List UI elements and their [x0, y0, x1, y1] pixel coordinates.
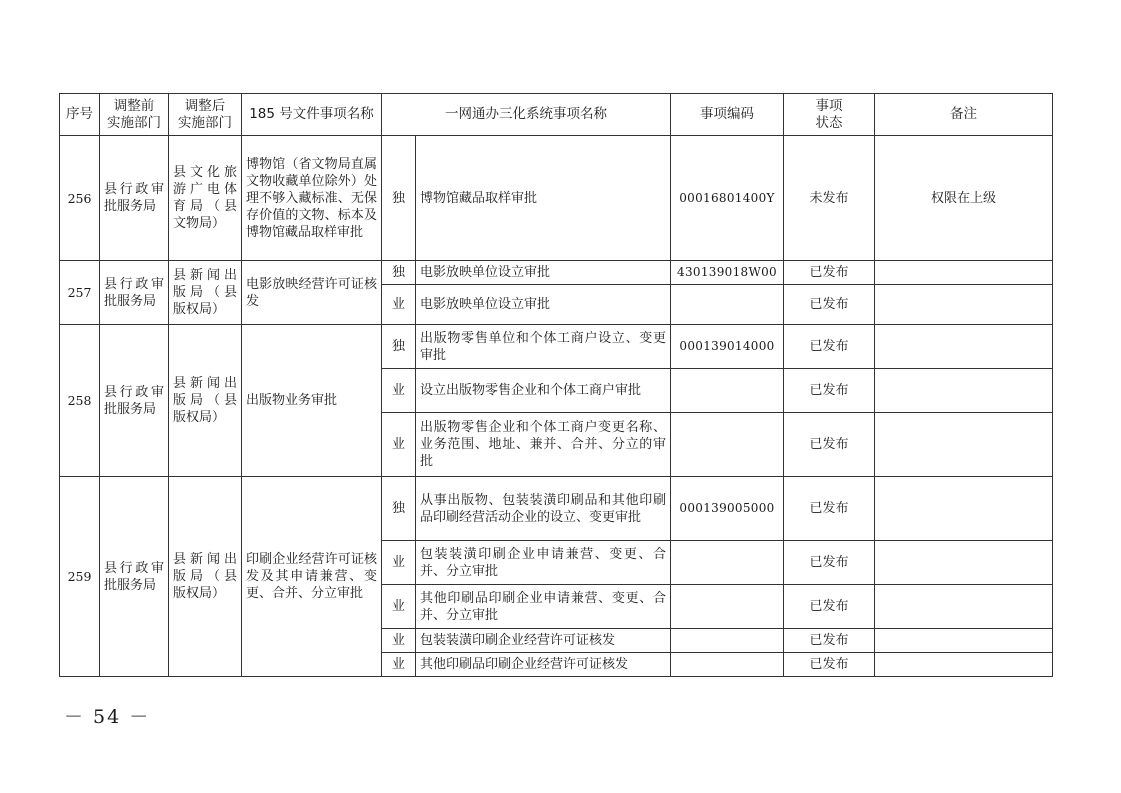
header-seq: 序号 — [60, 94, 100, 136]
row-item-name: 其他印刷品印刷企业经营许可证核发 — [416, 653, 671, 677]
row-item-code: 430139018W00 — [671, 261, 784, 285]
row-item-status: 已发布 — [784, 541, 875, 585]
row-item-type: 业 — [382, 413, 416, 477]
row-item-code: 000139014000 — [671, 325, 784, 369]
row-item-name: 出版物零售企业和个体工商户变更名称、业务范围、地址、兼并、合并、分立的审批 — [416, 413, 671, 477]
row-seq: 259 — [60, 477, 100, 677]
items-table — [59, 93, 1053, 677]
row-doc185-name: 出版物业务审批 — [242, 325, 382, 477]
row-item-name: 电影放映单位设立审批 — [416, 285, 671, 325]
row-item-type: 业 — [382, 541, 416, 585]
header-row — [60, 94, 1053, 136]
row-item-status: 已发布 — [784, 585, 875, 629]
row-item-type: 独 — [382, 477, 416, 541]
row-item-code — [671, 585, 784, 629]
row-item-name: 出版物零售单位和个体工商户设立、变更审批 — [416, 325, 671, 369]
row-item-remark — [875, 629, 1053, 653]
row-item-code — [671, 629, 784, 653]
header-dept-before: 调整前 实施部门 — [100, 94, 169, 136]
row-item-name: 包装装潢印刷企业申请兼营、变更、合并、分立审批 — [416, 541, 671, 585]
row-item-code — [671, 285, 784, 325]
row-item-remark — [875, 285, 1053, 325]
row-dept-before: 县行政审批服务局 — [100, 477, 169, 677]
row-dept-before: 县行政审批服务局 — [100, 325, 169, 477]
table-row — [60, 477, 1053, 541]
row-item-type: 独 — [382, 136, 416, 261]
table-row — [60, 261, 1053, 285]
row-item-type: 业 — [382, 629, 416, 653]
header-dept-after: 调整后 实施部门 — [169, 94, 242, 136]
row-item-name: 其他印刷品印刷企业申请兼营、变更、合并、分立审批 — [416, 585, 671, 629]
row-seq: 256 — [60, 136, 100, 261]
row-dept-after: 县新闻出版局（县版权局） — [169, 261, 242, 325]
row-item-code: 00016801400Y — [671, 136, 784, 261]
row-dept-before: 县行政审批服务局 — [100, 136, 169, 261]
row-item-type: 业 — [382, 653, 416, 677]
row-item-status: 已发布 — [784, 629, 875, 653]
row-item-status: 已发布 — [784, 653, 875, 677]
row-dept-after: 县新闻出版局（县版权局） — [169, 325, 242, 477]
row-item-remark — [875, 325, 1053, 369]
row-item-status: 已发布 — [784, 477, 875, 541]
row-item-status: 已发布 — [784, 369, 875, 413]
row-item-code: 000139005000 — [671, 477, 784, 541]
row-item-status: 已发布 — [784, 285, 875, 325]
row-item-status: 已发布 — [784, 325, 875, 369]
row-item-code — [671, 369, 784, 413]
row-item-code — [671, 413, 784, 477]
row-item-type: 业 — [382, 285, 416, 325]
header-remark: 备注 — [875, 94, 1053, 136]
header-system-name: 一网通办三化系统事项名称 — [382, 94, 671, 136]
row-item-name: 电影放映单位设立审批 — [416, 261, 671, 285]
row-item-type: 业 — [382, 585, 416, 629]
table-row — [60, 136, 1053, 261]
row-item-code — [671, 541, 784, 585]
row-item-name: 设立出版物零售企业和个体工商户审批 — [416, 369, 671, 413]
row-dept-after: 县文化旅游广电体育局（县文物局） — [169, 136, 242, 261]
row-doc185-name: 博物馆（省文物局直属文物收藏单位除外）处理不够入藏标准、无保存价值的文物、标本及博物馆藏品取样审批 — [242, 136, 382, 261]
row-item-remark — [875, 541, 1053, 585]
row-item-name: 博物馆藏品取样审批 — [416, 136, 671, 261]
row-item-remark — [875, 413, 1053, 477]
row-item-status: 已发布 — [784, 413, 875, 477]
table-row — [60, 325, 1053, 369]
row-item-type: 独 — [382, 261, 416, 285]
row-seq: 258 — [60, 325, 100, 477]
row-doc185-name: 印刷企业经营许可证核发及其申请兼营、变更、合并、分立审批 — [242, 477, 382, 677]
row-item-remark — [875, 585, 1053, 629]
row-dept-after: 县新闻出版局（县版权局） — [169, 477, 242, 677]
page-number: － 54 － — [64, 706, 151, 728]
header-code: 事项编码 — [671, 94, 784, 136]
header-status: 事项 状态 — [784, 94, 875, 136]
row-item-status: 未发布 — [784, 136, 875, 261]
row-dept-before: 县行政审批服务局 — [100, 261, 169, 325]
header-doc185-name: 185 号文件事项名称 — [242, 94, 382, 136]
row-item-code — [671, 653, 784, 677]
row-item-remark: 权限在上级 — [875, 136, 1053, 261]
row-item-type: 独 — [382, 325, 416, 369]
row-doc185-name: 电影放映经营许可证核发 — [242, 261, 382, 325]
row-item-remark — [875, 477, 1053, 541]
row-item-remark — [875, 653, 1053, 677]
row-item-remark — [875, 369, 1053, 413]
row-item-remark — [875, 261, 1053, 285]
row-item-name: 包装装潢印刷企业经营许可证核发 — [416, 629, 671, 653]
row-item-type: 业 — [382, 369, 416, 413]
row-item-name: 从事出版物、包装装潢印刷品和其他印刷品印刷经营活动企业的设立、变更审批 — [416, 477, 671, 541]
row-seq: 257 — [60, 261, 100, 325]
row-item-status: 已发布 — [784, 261, 875, 285]
